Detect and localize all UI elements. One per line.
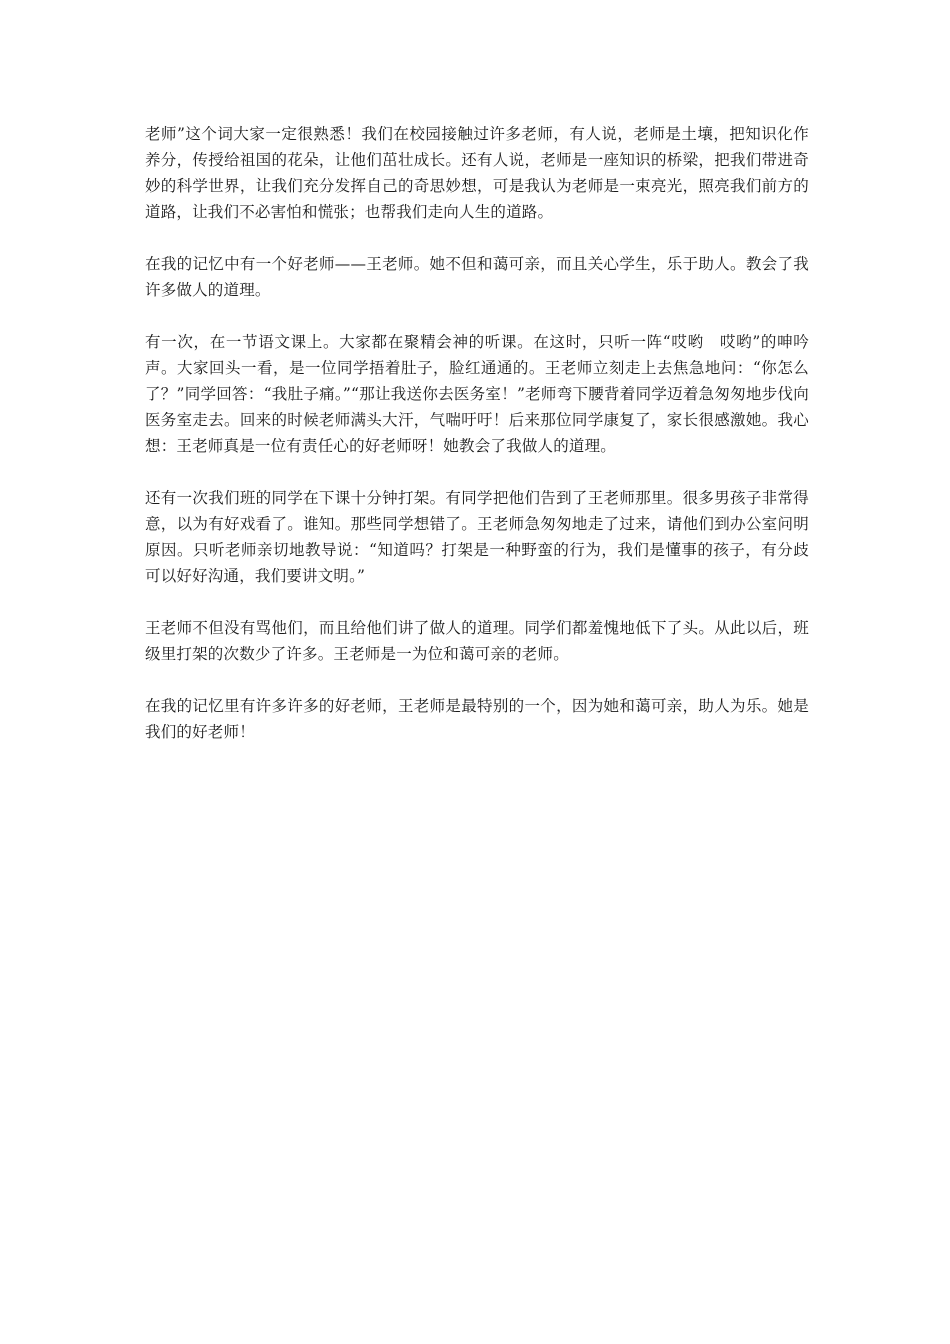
document-body bbox=[145, 121, 809, 771]
paragraph-3: 有一次，在一节语文课上。大家都在聚精会神的听课。在这时，只听一阵“哎哟 哎哟”的呻吟声。大家回头一看，是一位同学捂着肚子，脸红通通的。王老师立刻走上去焦急地问：“你怎么了？”同学回答：“我肚子痛。”“那让我送你去医务室！”老师弯下腰背着同学迈着急匆匆地步伐向医务室走去。回来的时候老师满头大汗，气喘吁吁！后来那位同学康复了，家长很感激她。我心想：王老师真是一位有责任心的好老师呀！她教会了我做人的道理。 bbox=[145, 333, 809, 455]
paragraph-5: 王老师不但没有骂他们，而且给他们讲了做人的道理。同学们都羞愧地低下了头。从此以后，班级里打架的次数少了许多。王老师是一为位和蔼可亲的老师。 bbox=[145, 619, 809, 663]
paragraph-6: 在我的记忆里有许多许多的好老师，王老师是最特别的一个，因为她和蔼可亲，助人为乐。她是我们的好老师！ bbox=[145, 697, 809, 741]
paragraph-2: 在我的记忆中有一个好老师——王老师。她不但和蔼可亲，而且关心学生，乐于助人。教会了我许多做人的道理。 bbox=[145, 255, 809, 299]
paragraph-4: 还有一次我们班的同学在下课十分钟打架。有同学把他们告到了王老师那里。很多男孩子非常得意，以为有好戏看了。谁知。那些同学想错了。王老师急匆匆地走了过来，请他们到办公室问明原因。只听老师亲切地教导说：“知道吗？打架是一种野蛮的行为，我们是懂事的孩子，有分歧可以好好沟通，我们要讲文明。” bbox=[145, 489, 809, 585]
paragraph-1: 老师”这个词大家一定很熟悉！我们在校园接触过许多老师，有人说，老师是土壤，把知识化作养分，传授给祖国的花朵，让他们茁壮成长。还有人说，老师是一座知识的桥梁，把我们带进奇妙的科学世界，让我们充分发挥自己的奇思妙想，可是我认为老师是一束亮光，照亮我们前方的道路，让我们不必害怕和慌张；也帮我们走向人生的道路。 bbox=[145, 125, 809, 221]
